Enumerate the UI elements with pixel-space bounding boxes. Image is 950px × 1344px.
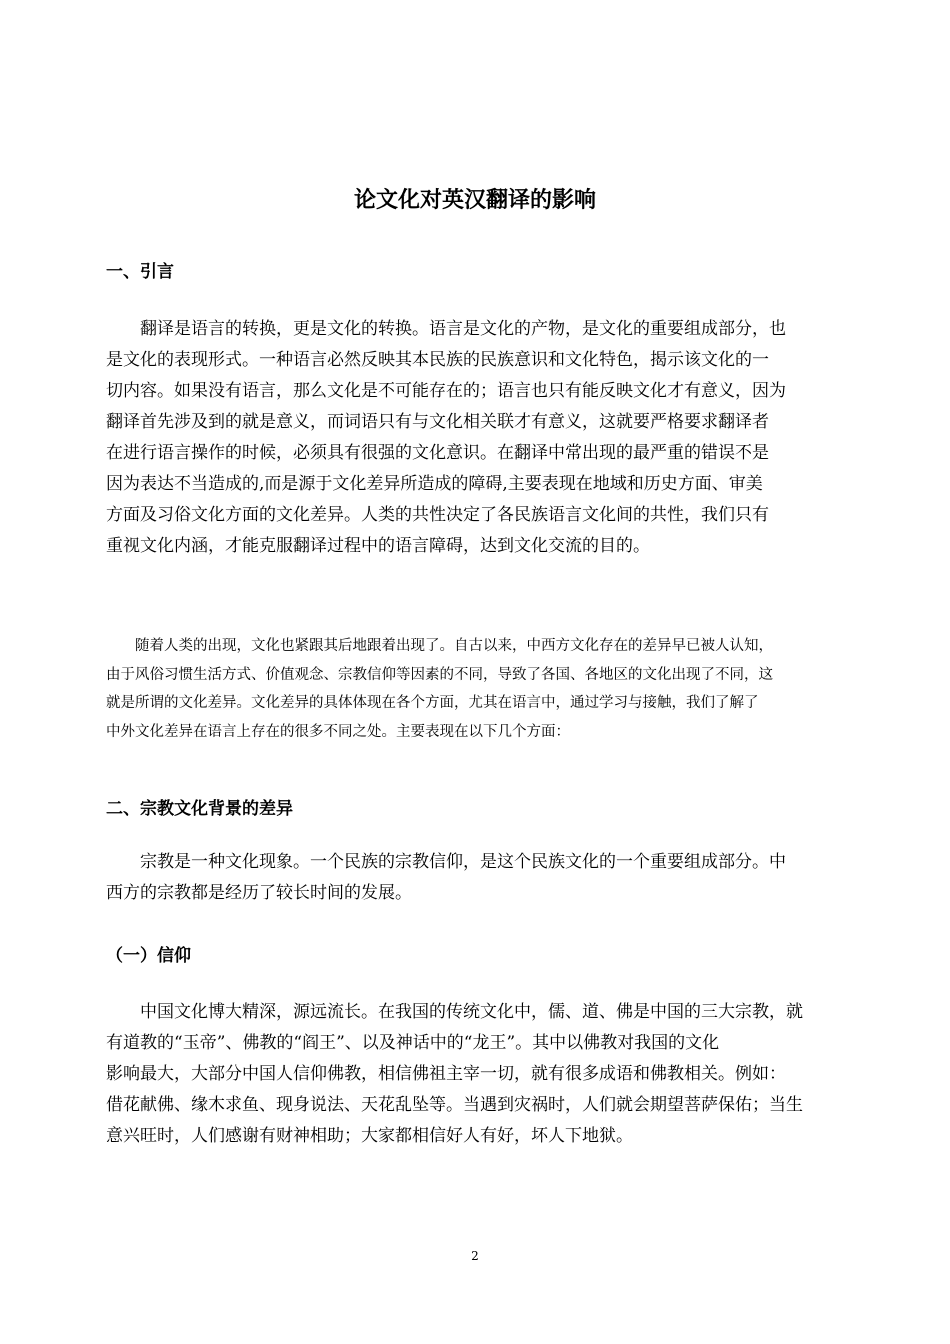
paragraph-line: 翻译是语言的转换，更是文化的转换。语言是文化的产物，是文化的重要组成部分，也 <box>106 319 786 339</box>
paragraph-line: 宗教是一种文化现象。一个民族的宗教信仰，是这个民族文化的一个重要组成部分。中 <box>106 852 786 872</box>
paragraph-line: 是文化的表现形式。一种语言必然反映其本民族的民族意识和文化特色，揭示该文化的一 <box>106 350 769 370</box>
intro-paragraph-1 <box>106 314 850 562</box>
subsection-heading-belief: （一）信仰 <box>106 946 191 966</box>
paragraph-line: 因为表达不当造成的,而是源于文化差异所造成的障碍,主要表现在地域和历史方面、审美 <box>106 474 763 494</box>
paragraph-line: 借花献佛、缘木求鱼、现身说法、天花乱坠等。当遇到灾祸时，人们就会期望菩萨保佑；当生 <box>106 1095 803 1115</box>
paragraph-line: 方面及习俗文化方面的文化差异。人类的共性决定了各民族语言文化间的共性，我们只有 <box>106 505 769 525</box>
paragraph-line: 在进行语言操作的时候，必须具有很强的文化意识。在翻译中常出现的最严重的错误不是 <box>106 443 769 463</box>
paragraph-line: 影响最大，大部分中国人信仰佛教，相信佛祖主宰一切，就有很多成语和佛教相关。例如： <box>106 1064 786 1084</box>
section-heading-religion: 二、宗教文化背景的差异 <box>106 799 293 819</box>
paragraph-line: 切内容。如果没有语言，那么文化是不可能存在的；语言也只有能反映文化才有意义，因为 <box>106 381 786 401</box>
paragraph-line: 有道教的“玉帝”、佛教的“阎王”、以及神话中的“龙王”。其中以佛教对我国的文化 <box>106 1033 720 1053</box>
section-heading-intro: 一、引言 <box>106 262 174 282</box>
paragraph-line: 意兴旺时，人们感谢有财神相助；大家都相信好人有好，坏人下地狱。 <box>106 1126 633 1146</box>
paragraph-line: 随着人类的出现，文化也紧跟其后地跟着出现了。自古以来，中西方文化存在的差异早已被人认知， <box>106 638 773 654</box>
paragraph-line: 由于风俗习惯生活方式、价值观念、宗教信仰等因素的不同，导致了各国、各地区的文化出现了不同，这 <box>106 666 773 683</box>
paragraph-line: 西方的宗教都是经历了较长时间的发展。 <box>106 883 412 903</box>
paragraph-line: 就是所谓的文化差异。文化差异的具体体现在各个方面，尤其在语言中，通过学习与接触，我们了解了 <box>106 695 759 711</box>
paragraph-line: 翻译首先涉及到的就是意义，而词语只有与文化相关联才有意义，这就要严格要求翻译者 <box>106 412 769 432</box>
paragraph-line: 重视文化内涵，才能克服翻译过程中的语言障碍，达到文化交流的目的。 <box>106 536 650 556</box>
paragraph-line: 中国文化博大精深，源远流长。在我国的传统文化中，儒、道、佛是中国的三大宗教，就 <box>106 1002 803 1022</box>
intro-paragraph-2 <box>106 632 850 746</box>
belief-paragraph <box>106 997 850 1152</box>
document-title: 论文化对英汉翻译的影响 <box>353 188 596 213</box>
paragraph-line: 中外文化差异在语言上存在的很多不同之处。主要表现在以下几个方面： <box>106 723 570 740</box>
page-number: 2 <box>471 1249 479 1263</box>
religion-paragraph <box>106 847 850 909</box>
